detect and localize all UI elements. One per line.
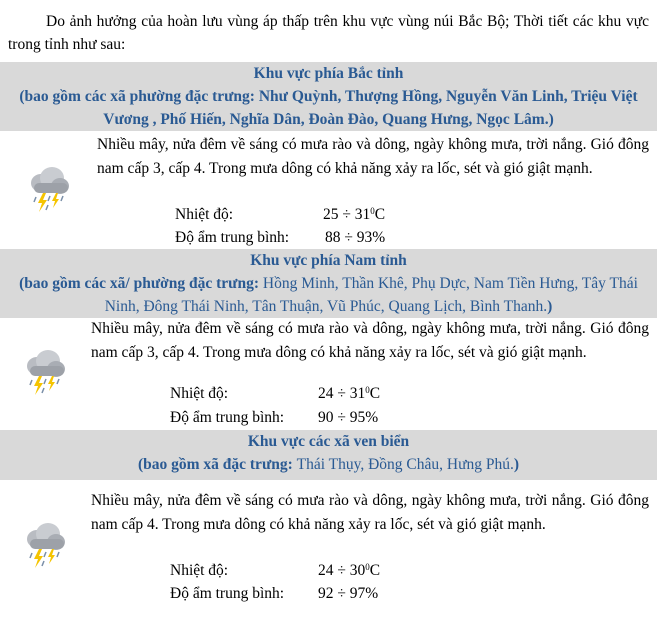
- temperature-label: Nhiệt độ:: [170, 385, 229, 402]
- humidity-row: [175, 226, 385, 249]
- region-title: Khu vực các xã ven biển: [247, 433, 410, 450]
- region-header-north: [0, 62, 657, 131]
- forecast-description: Nhiều mây, nửa đêm về sáng có mưa rào và dông, ngày không mưa, trời nắng. Gió đông nam cấp 4. Trong mưa dông có khả năng xảy ra lốc, sét và gió giật mạnh.: [91, 492, 649, 533]
- thunderstorm-icon: [22, 348, 68, 398]
- region-forecast-south: [0, 318, 657, 430]
- humidity-label: Độ ẩm trung bình:: [170, 409, 285, 426]
- region-subtitle: (bao gồm các xã phường đặc trưng: Như Quỳnh, Thượng Hồng, Nguyễn Văn Linh, Triệu Việt Vương , Phố Hiến, Nghĩa Dân, Đoàn Đào, Quang Hưng, Ngọc Lâm.): [19, 88, 638, 128]
- humidity-label: Độ ẩm trung bình:: [175, 229, 290, 246]
- temperature-value: $24 \div 30^0C$: [318, 562, 381, 579]
- temperature-row: [175, 203, 385, 226]
- region-subtitle: (bao gồm các xã/ phường đặc trưng: Hồng Minh, Thần Khê, Phụ Dực, Nam Tiền Hưng, Tây Thái Ninh, Đông Thái Ninh, Tân Thuận, Vũ Phúc, Quang Lịch, Bình Thanh.): [19, 275, 638, 315]
- region-subtitle: (bao gồm xã đặc trưng: Thái Thụy, Đồng Châu, Hưng Phú.): [137, 456, 520, 473]
- thunderstorm-icon: [22, 521, 68, 571]
- humidity-value: 90 ÷ 95%: [318, 409, 379, 426]
- forecast-description: Nhiều mây, nửa đêm về sáng có mưa rào và dông, ngày không mưa, trời nắng. Gió đông nam cấp 3, cấp 4. Trong mưa dông có khả năng xảy ra lốc, sét và gió giật mạnh.: [91, 320, 649, 361]
- intro-paragraph: Do ảnh hưởng của hoàn lưu vùng áp thấp trên khu vực vùng núi Bắc Bộ; Thời tiết các khu vực trong tỉnh như sau:: [8, 13, 649, 53]
- region-header-south: [0, 249, 657, 318]
- humidity-value: 92 ÷ 97%: [318, 585, 379, 602]
- forecast-description: Nhiều mây, nửa đêm về sáng có mưa rào và dông, ngày không mưa, trời nắng. Gió đông nam cấp 3, cấp 4. Trong mưa dông có khả năng xảy ra lốc, sét và gió giật mạnh.: [97, 136, 649, 177]
- humidity-row: [170, 406, 378, 429]
- region-forecast-coastal: [0, 480, 657, 621]
- temperature-row: [170, 382, 380, 405]
- humidity-row: [170, 582, 378, 605]
- temperature-value: $24 \div 31^0C$: [318, 385, 381, 402]
- temperature-row: [170, 559, 380, 582]
- region-title: Khu vực phía Nam tỉnh: [250, 252, 407, 269]
- region-header-coastal: [0, 430, 657, 480]
- temperature-value: $25 \div 31^0C$: [323, 206, 386, 223]
- temperature-label: Nhiệt độ:: [175, 206, 234, 223]
- humidity-label: Độ ẩm trung bình:: [170, 585, 285, 602]
- region-forecast-north: [0, 131, 657, 249]
- region-title: Khu vực phía Bắc tỉnh: [253, 65, 404, 82]
- humidity-value: 88 ÷ 93%: [325, 229, 386, 246]
- thunderstorm-icon: [26, 165, 72, 215]
- temperature-label: Nhiệt độ:: [170, 562, 229, 579]
